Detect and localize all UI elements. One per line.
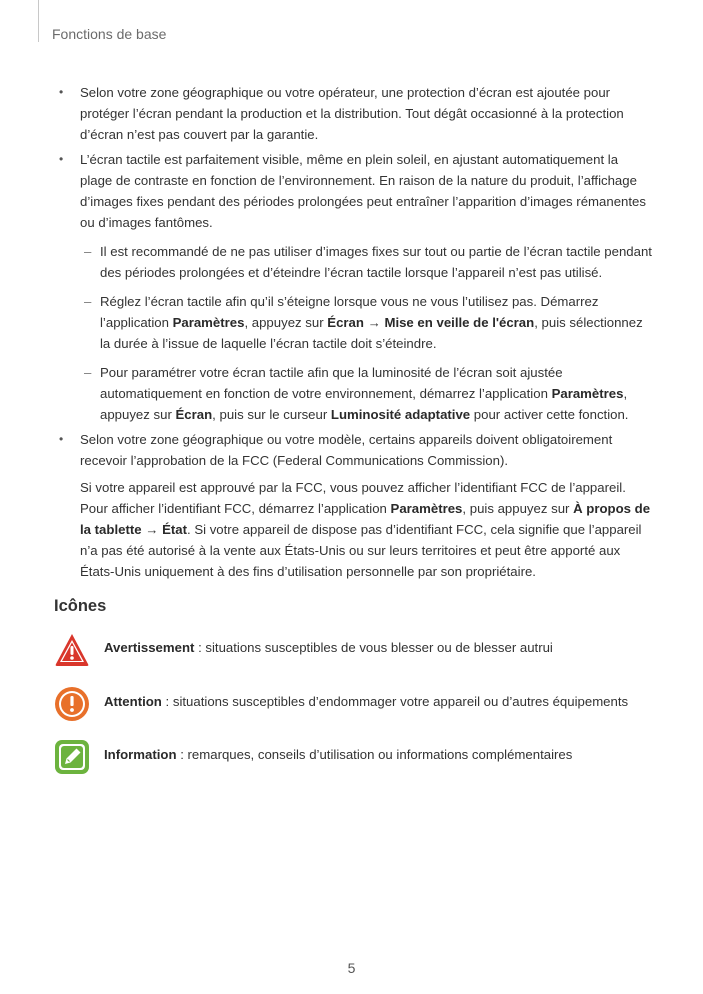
para-text: , puis appuyez sur: [462, 501, 574, 516]
bullet-text: L’écran tactile est parfaitement visible, même en plein soleil, en ajustant automatiquement la plage de contraste en fonction de l’environnement. En raison de la nature du produit, l’affichage d’images fixes pendant des périodes prolongées peut entraîner l’apparition d’images rémanentes ou d’images fantômes.: [80, 152, 646, 230]
arrow: →: [141, 522, 163, 537]
bullet-item: [56, 429, 652, 471]
sub-item: [56, 362, 652, 425]
page-number: 5: [347, 960, 356, 976]
icon-row-warning: [54, 632, 654, 668]
caution-circle-icon: [54, 686, 90, 722]
bullet-item: [56, 82, 652, 145]
sub-text: Il est recommandé de ne pas utiliser d’images fixes sur tout ou partie de l’écran tactile pendant des périodes prolongées et d’éteindre l’écran tactile lorsque l’appareil n’est pas utilisé.: [100, 244, 652, 280]
section-title: Icônes: [54, 597, 107, 615]
bullet-dot: •: [59, 432, 64, 446]
bold-term: Mise en veille de l'écran: [384, 315, 535, 330]
bullet-dot: •: [59, 152, 64, 166]
bullet-dot: •: [59, 85, 64, 99]
bold-term: Écran: [175, 407, 213, 422]
bold-term: Paramètres: [390, 501, 463, 516]
section-header: Fonctions de base: [52, 26, 167, 42]
sub-text: , puis sur le curseur: [212, 407, 331, 422]
icon-desc: : situations susceptibles d’endommager votre appareil ou d’autres équipements: [161, 694, 629, 709]
sub-text: Pour paramétrer votre écran tactile afin que la luminosité de l’écran soit ajustée automatiquement en fonction de votre environnement, démarrez l’application: [100, 365, 563, 401]
bold-term: Paramètres: [551, 386, 624, 401]
bullet-item: [56, 149, 652, 233]
para-text: . Si votre appareil de dispose pas d’identifiant FCC, cela signifie que l’appareil n’a pas été autorisé à la vente aux États-Unis ou sur leurs territoires et peut être apporté aux États-Unis uniquement à des fins d’utilisation personnelle par son propriétaire.: [80, 522, 642, 579]
bold-term: Paramètres: [172, 315, 245, 330]
sub-item: [56, 291, 652, 354]
paragraph: [56, 477, 652, 582]
icon-label: Avertissement: [104, 640, 195, 655]
sub-item: [56, 241, 652, 283]
bold-term: À propos de la tablette: [80, 501, 651, 537]
bullet-text: Selon votre zone géographique ou votre modèle, certains appareils doivent obligatoirement recevoir l’approbation de la FCC (Federal Communications Commission).: [80, 432, 613, 468]
icon-label: Attention: [104, 694, 162, 709]
main-content: [56, 82, 652, 582]
icon-row-caution: [54, 686, 654, 722]
header-rule: [38, 0, 39, 42]
icon-description: [104, 694, 628, 709]
bullet-text: Selon votre zone géographique ou votre opérateur, une protection d’écran est ajoutée pour protéger l’écran pendant la production et la distribution. Tout dégât occasionné à la protection d’écran n’est pas couvert par la garantie.: [80, 85, 624, 142]
para-text: Si votre appareil est approuvé par la FCC, vous pouvez afficher l’identifiant FCC de l’appareil. Pour afficher l’identifiant FCC, démarrez l’application: [80, 480, 626, 516]
icon-description: [104, 640, 553, 655]
sub-text: , puis sélectionnez la durée à l’issue de laquelle l’écran tactile doit s’éteindre.: [100, 315, 643, 351]
sub-dash: –: [84, 244, 92, 259]
sub-dash: –: [84, 294, 92, 309]
sub-text: Réglez l’écran tactile afin qu’il s’éteigne lorsque vous ne vous l’utilisez pas. Démarrez l’application: [100, 294, 599, 330]
sub-text: pour activer cette fonction.: [470, 407, 629, 422]
sub-dash: –: [84, 365, 92, 380]
icon-desc: : situations susceptibles de vous blesser ou de blesser autrui: [194, 640, 553, 655]
sub-text: , appuyez sur: [100, 386, 628, 422]
sub-text: , appuyez sur: [244, 315, 328, 330]
warning-triangle-icon: [54, 632, 90, 668]
icon-row-info: [54, 739, 654, 775]
icon-description: [104, 747, 572, 762]
bold-term: État: [162, 522, 187, 537]
note-pencil-icon: [54, 739, 90, 775]
arrow: →: [363, 315, 385, 330]
icon-desc: : remarques, conseils d’utilisation ou informations complémentaires: [176, 747, 573, 762]
bold-term: Luminosité adaptative: [330, 407, 471, 422]
icon-label: Information: [104, 747, 177, 762]
bold-term: Écran: [327, 315, 364, 330]
